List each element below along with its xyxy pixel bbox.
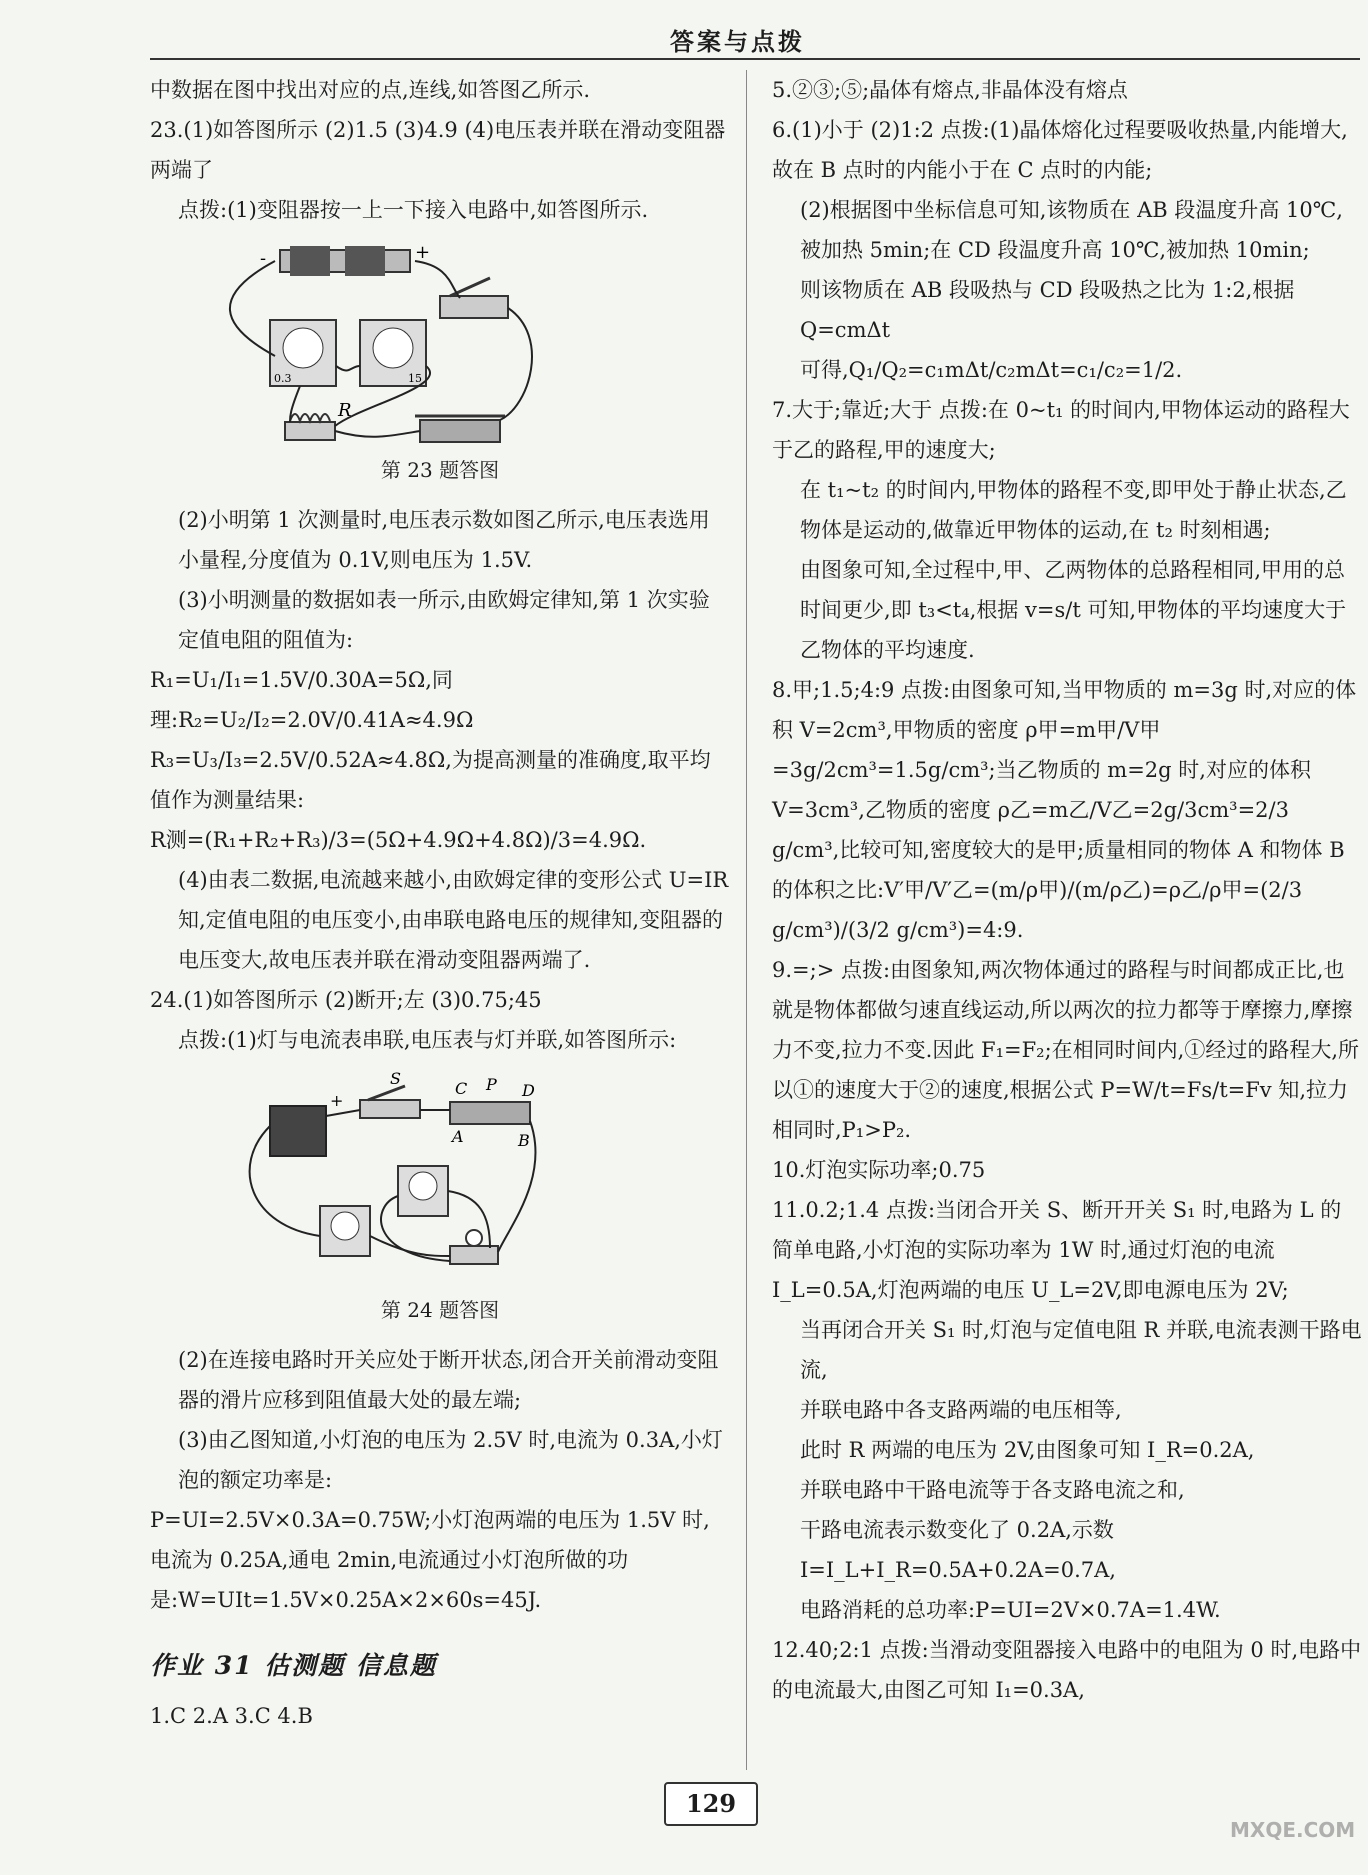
q11-line4: 此时 R 两端的电压为 2V,由图象可知 I_R=0.2A, (800, 1438, 1255, 1462)
q11-line6: 干路电流表示数变化了 0.2A,示数 I=I_L+I_R=0.5A+0.2A=0.7A, (800, 1518, 1116, 1582)
q24-hint: 点拨:(1)灯与电流表串联,电压表与灯并联,如答图所示: (178, 1028, 677, 1052)
q23-part2: (2)小明第 1 次测量时,电压表示数如图乙所示,电压表选用小量程,分度值为 0.1V,则电压为 1.5V. (178, 508, 710, 572)
q24-answer: 24.(1)如答图所示 (2)断开;左 (3)0.75;45 (150, 988, 542, 1012)
q24-part3: (3)由乙图知道,小灯泡的电压为 2.5V 时,电流为 0.3A,小灯泡的额定功率是: (178, 1428, 723, 1492)
q9-answer: 9.=;> 点拨:由图象知,两次物体通过的路程与时间都成正比,也就是物体都做匀速直线运动,所以两次的拉力都等于摩擦力,摩擦力不变,拉力不变.因此 F₁=F₂;在相同时间内,①经过的路程大,所以①的速度大于②的速度,根据公式 P=W/t=Fs/t=Fv 知,拉力相同时,P₁>P₂. (772, 958, 1360, 1142)
q6-answer: 6.(1)小于 (2)1:2 点拨:(1)晶体熔化过程要吸收热量,内能增大,故在 B 点时的内能小于在 C 点时的内能; (772, 118, 1348, 182)
q24-formula: P=UI=2.5V×0.3A=0.75W;小灯泡两端的电压为 1.5V 时,电流为 0.25A,通电 2min,电流通过小灯泡所做的功是:W=UIt=1.5V×0.25A×2×60s=45J. (150, 1508, 710, 1612)
q23-part4: (4)由表二数据,电流越来越小,由欧姆定律的变形公式 U=IR 知,定值电阻的电压变小,由串联电路电压的规律知,变阻器的电压变大,故电压表并联在滑动变阻器两端了. (178, 868, 729, 972)
q23-formula-r1r2: R₁=U₁/I₁=1.5V/0.30A=5Ω,同理:R₂=U₂/I₂=2.0V/0.41A≈4.9Ω (150, 668, 474, 732)
fig23-r-label: R (338, 400, 352, 421)
q12-answer: 12.40;2:1 点拨:当滑动变阻器接入电路中的电阻为 0 时,电路中的电流最大,由图乙可知 I₁=0.3A, (772, 1638, 1362, 1702)
fig23-scale-b: 15 (408, 372, 422, 385)
fig24-label-c: C (455, 1079, 468, 1098)
q8-answer: 8.甲;1.5;4:9 点拨:由图象可知,当甲物质的 m=3g 时,对应的体积 V=2cm³,甲物质的密度 ρ甲=m甲/V甲=3g/2cm³=1.5g/cm³;当乙物质的 m=2g 时,对应的体积 V=3cm³,乙物质的密度 ρ乙=m乙/V乙=2g/3cm³=2/3 g/cm³,比较可知,密度较大的是甲;质量相同的物体 A 和物体 B 的体积之比:V′甲/V′乙=(m/ρ甲)/(m/ρ乙)=ρ乙/ρ甲=(2/3 g/cm³)/(3/2 g/cm³)=4:9. (772, 678, 1357, 942)
page-header (150, 18, 1360, 60)
fig23-scale-a: 0.3 (274, 372, 292, 385)
fig24-label-b: B (518, 1131, 530, 1150)
homework-answers: 1.C 2.A 3.C 4.B (150, 1704, 313, 1728)
fig24-caption: 第 24 题答图 (380, 1298, 500, 1322)
q23-formula-avg: R测=(R₁+R₂+R₃)/3=(5Ω+4.9Ω+4.8Ω)/3=4.9Ω. (150, 828, 647, 852)
q24-part2: (2)在连接电路时开关应处于断开状态,闭合开关前滑动变阻器的滑片应移到阻值最大处的最左端; (178, 1348, 719, 1412)
q6-ratio: 则该物质在 AB 段吸热与 CD 段吸热之比为 1:2,根据 Q=cmΔt (800, 278, 1295, 342)
fig24-label-p: P (486, 1075, 497, 1094)
q7-part3: 由图象可知,全过程中,甲、乙两物体的总路程相同,甲用的总时间更少,即 t₃<t₄,根据 v=s/t 可知,甲物体的平均速度大于乙物体的平均速度. (800, 558, 1347, 662)
q7-part2: 在 t₁~t₂ 的时间内,甲物体的路程不变,即甲处于静止状态,乙物体是运动的,做靠近甲物体的运动,在 t₂ 时刻相遇; (800, 478, 1347, 542)
fig24-label-s: S (390, 1069, 401, 1088)
fig23-minus: - (260, 248, 267, 269)
fig24-label-d: D (522, 1081, 535, 1100)
homework-title: 作业 31 估测题 信息题 (150, 1651, 437, 1680)
q23-hint: 点拨:(1)变阻器按一上一下接入电路中,如答图所示. (178, 198, 649, 222)
q23-part3: (3)小明测量的数据如表一所示,由欧姆定律知,第 1 次实验定值电阻的阻值为: (178, 588, 710, 652)
q11-line3: 并联电路中各支路两端的电压相等, (800, 1398, 1122, 1422)
q23-answer: 23.(1)如答图所示 (2)1.5 (3)4.9 (4)电压表并联在滑动变阻器两端了 (150, 118, 726, 182)
q6-part2: (2)根据图中坐标信息可知,该物质在 AB 段温度升高 10℃,被加热 5min;在 CD 段温度升高 10℃,被加热 10min; (800, 198, 1343, 262)
left-line-0: 中数据在图中找出对应的点,连线,如答图乙所示. (150, 78, 591, 102)
q23-formula-r3: R₃=U₃/I₃=2.5V/0.52A≈4.8Ω,为提高测量的准确度,取平均值作为测量结果: (150, 748, 711, 812)
q5-answer: 5.②③;⑤;晶体有熔点,非晶体没有熔点 (772, 78, 1128, 102)
circuit-diagram-23 (150, 236, 730, 446)
q11-line2: 当再闭合开关 S₁ 时,灯泡与定值电阻 R 并联,电流表测干路电流, (800, 1318, 1362, 1382)
q11-answer: 11.0.2;1.4 点拨:当闭合开关 S、断开开关 S₁ 时,电路为 L 的简单电路,小灯泡的实际功率为 1W 时,通过灯泡的电流 I_L=0.5A,灯泡两端的电压 U_L=2V,即电源电压为 2V; (772, 1198, 1342, 1302)
figure-23 (150, 236, 730, 490)
fig24-label-plus: + (330, 1091, 344, 1110)
left-column (150, 70, 730, 1736)
watermark: MXQE.COM (1230, 1818, 1356, 1842)
right-column (772, 70, 1362, 1710)
page-number: 129 (664, 1782, 758, 1826)
circuit-diagram-24 (150, 1066, 730, 1286)
q7-answer: 7.大于;靠近;大于 点拨:在 0~t₁ 的时间内,甲物体运动的路程大于乙的路程,甲的速度大; (772, 398, 1350, 462)
q11-line7: 电路消耗的总功率:P=UI=2V×0.7A=1.4W. (800, 1598, 1221, 1622)
q11-line5: 并联电路中干路电流等于各支路电流之和, (800, 1478, 1185, 1502)
fig24-label-a: A (452, 1127, 464, 1146)
q10-answer: 10.灯泡实际功率;0.75 (772, 1158, 986, 1182)
fig23-plus: + (415, 242, 431, 263)
q6-formula: 可得,Q₁/Q₂=c₁mΔt/c₂mΔt=c₁/c₂=1/2. (800, 358, 1183, 382)
header-title: 答案与点拨 (670, 27, 805, 56)
column-divider (746, 70, 747, 1770)
fig23-caption: 第 23 题答图 (380, 458, 500, 482)
figure-24 (150, 1066, 730, 1330)
